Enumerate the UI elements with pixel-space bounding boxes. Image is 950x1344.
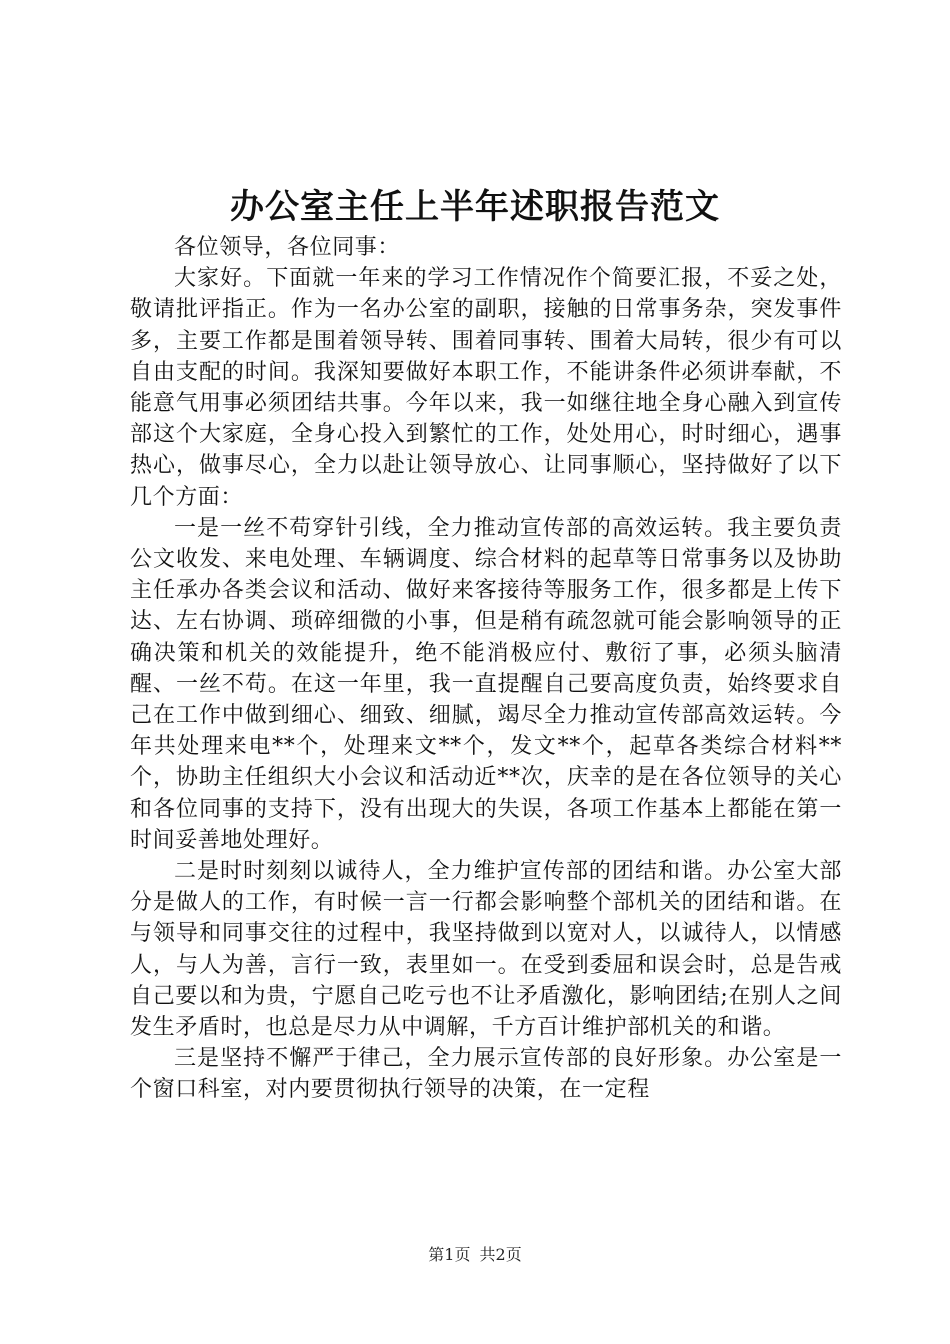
- page-footer: [0, 1244, 950, 1266]
- page-total: 共2页: [479, 1245, 522, 1264]
- document-title: 办公室主任上半年述职报告范文: [230, 187, 720, 227]
- page-number: 第1页: [428, 1245, 471, 1264]
- paragraph-point-three: 三是坚持不懈严于律己，全力展示宣传部的良好形象。办公室是一个窗口科室，对内要贯彻执行领导的决策，在一定程: [130, 1046, 842, 1103]
- salutation: 各位领导，各位同事：: [174, 235, 401, 260]
- paragraph-intro: 大家好。下面就一年来的学习工作情况作个简要汇报，不妥之处，敬请批评指正。作为一名办公室的副职，接触的日常事务杂，突发事件多，主要工作都是围着领导转、围着同事转、围着大局转，很少有可以自由支配的时间。我深知要做好本职工作，不能讲条件必须讲奉献，不能意气用事必须团结共事。今年以来，我一如继往地全身心融入到宣传部这个大家庭，全身心投入到繁忙的工作，处处用心，时时细心，遇事热心，做事尽心，全力以赴让领导放心、让同事顺心，坚持做好了以下几个方面：: [130, 266, 842, 510]
- document-body: [130, 232, 842, 1106]
- paragraph-point-two: 二是时时刻刻以诚待人，全力维护宣传部的团结和谐。办公室大部分是做人的工作，有时候一言一行都会影响整个部机关的团结和谐。在与领导和同事交往的过程中，我坚持做到以宽对人，以诚待人，以情感人，与人为善，言行一致，表里如一。在受到委屈和误会时，总是告戒自己要以和为贵，宁愿自己吃亏也不让矛盾激化，影响团结;在别人之间发生矛盾时，也总是尽力从中调解，千方百计维护部机关的和谐。: [130, 859, 842, 1041]
- paragraph-point-one: 一是一丝不苟穿针引线，全力推动宣传部的高效运转。我主要负责公文收发、来电处理、车辆调度、综合材料的起草等日常事务以及协助主任承办各类会议和活动、做好来客接待等服务工作，很多都是上传下达、左右协调、琐碎细微的小事，但是稍有疏忽就可能会影响领导的正确决策和机关的效能提升，绝不能消极应付、敷衍了事，必须头脑清醒、一丝不苟。在这一年里，我一直提醒自己要高度负责，始终要求自己在工作中做到细心、细致、细腻，竭尽全力推动宣传部高效运转。今年共处理来电**个，处理来文**个，发文**个，起草各类综合材料**个，协助主任组织大小会议和活动近**次，庆幸的是在各位领导的关心和各位同事的支持下，没有出现大的失误，各项工作基本上都能在第一时间妥善地处理好。: [130, 515, 842, 853]
